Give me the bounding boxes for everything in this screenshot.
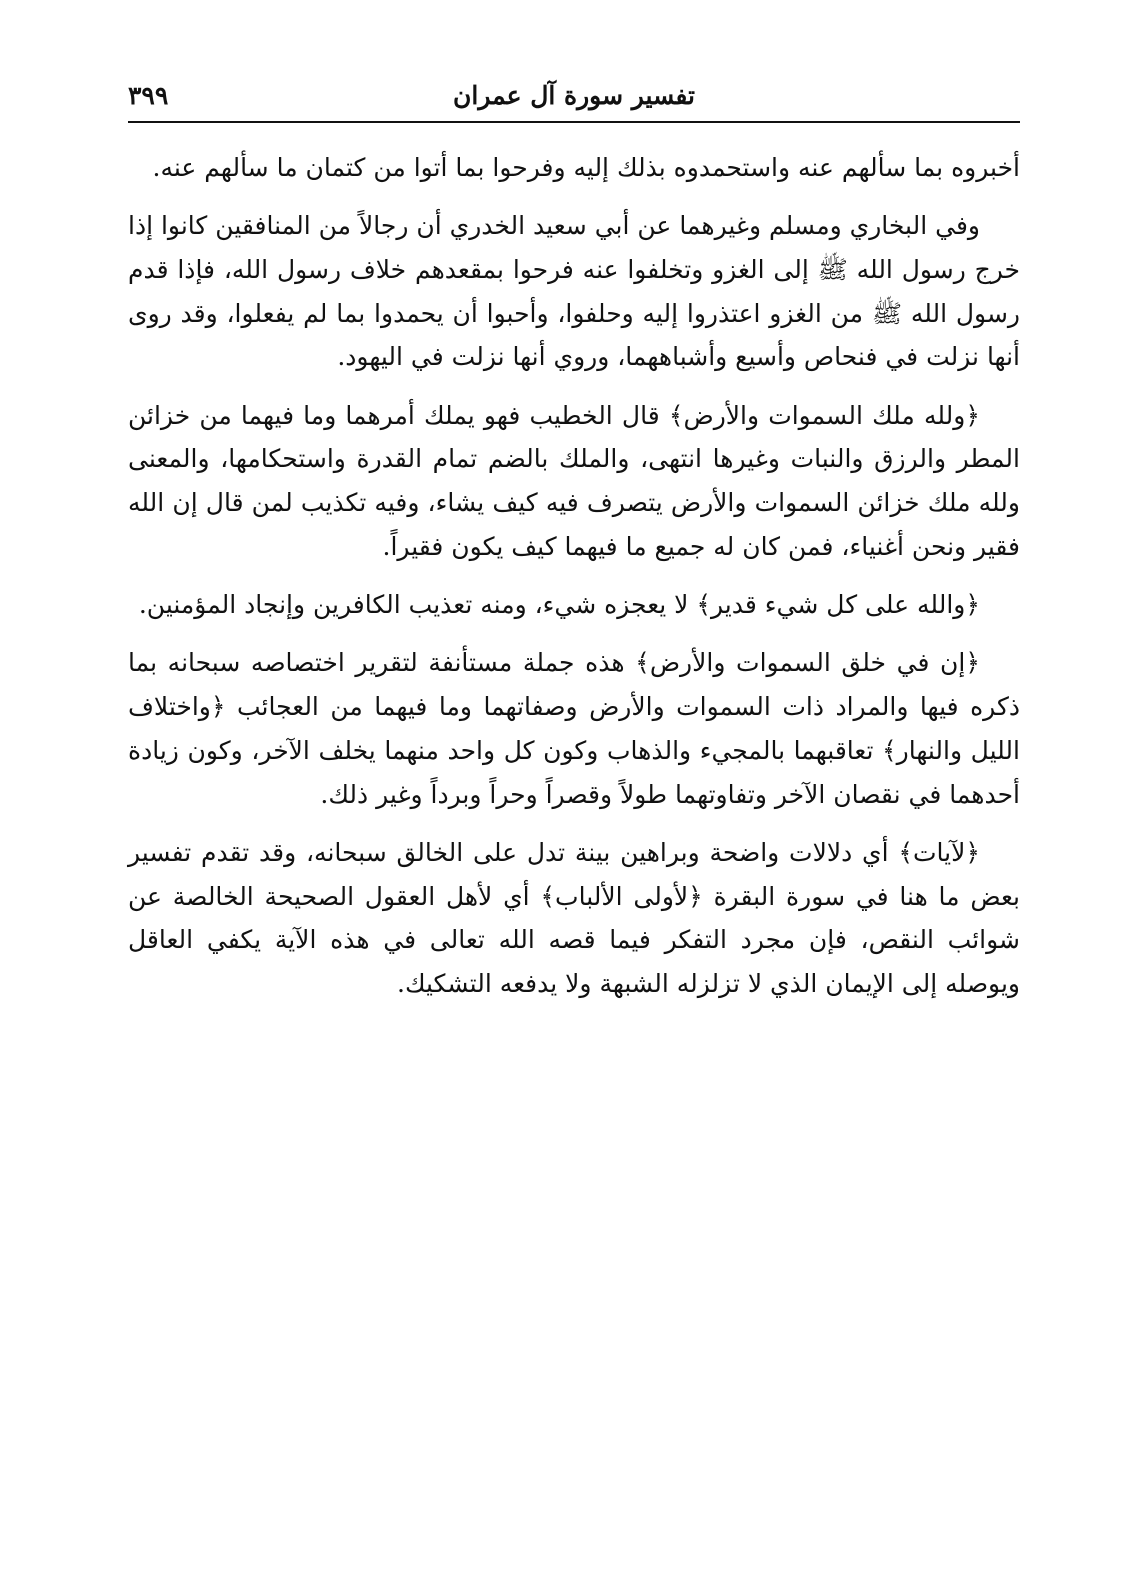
paragraph-5: ﴿إن في خلق السموات والأرض﴾ هذه جملة مستأنفة لتقرير اختصاصه سبحانه بما ذكره فيها والمراد ذات السموات والأرض وصفاتهما وما فيهما من العجائب ﴿واختلاف الليل والنهار﴾ تعاقبهما بالمجيء والذهاب وكون كل واحد منهما يخلف الآخر، وكون زيادة أحدهما في نقصان الآخر وتفاوتهما طولاً وقصراً وحراً وبرداً وغير ذلك. <box>128 648 1020 809</box>
page-number: ٣٩٩ <box>128 81 169 110</box>
book-page <box>128 0 1020 1579</box>
running-header <box>128 76 1020 116</box>
paragraph-3: ﴿ولله ملك السموات والأرض﴾ قال الخطيب فهو يملك أمرهما وما فيهما من خزائن المطر والرزق والنبات وغيرها انتهى، والملك بالضم تمام القدرة واستحكامها، والمعنى ولله ملك خزائن السموات والأرض يتصرف فيه كيف يشاء، وفيه تكذيب لمن قال إن الله فقير ونحن أغنياء، فمن كان له جميع ما فيهما كيف يكون فقيراً. <box>128 400 1020 561</box>
header-rule <box>128 121 1020 123</box>
body-text <box>128 146 1020 1020</box>
paragraph-1: أخبروه بما سألهم عنه واستحمدوه بذلك إليه وفرحوا بما أتوا من كتمان ما سألهم عنه. <box>152 153 1020 182</box>
paragraph-4: ﴿والله على كل شيء قدير﴾ لا يعجزه شيء، ومنه تعذيب الكافرين وإنجاد المؤمنين. <box>138 590 980 620</box>
paragraph-6: ﴿لآيات﴾ أي دلالات واضحة وبراهين بينة تدل على الخالق سبحانه، وقد تقدم تفسير بعض ما هنا في سورة البقرة ﴿لأولى الألباب﴾ أي لأهل العقول الصحيحة الخالصة عن شوائب النقص، فإن مجرد التفكر فيما قصه الله تعالى في هذه الآية يكفي العاقل ويوصله إلى الإيمان الذي لا تزلزله الشبهة ولا يدفعه التشكيك. <box>128 837 1020 998</box>
paragraph-2: وفي البخاري ومسلم وغيرهما عن أبي سعيد الخدري أن رجالاً من المنافقين كانوا إذا خرج رسول الله ﷺ إلى الغزو وتخلفوا عنه فرحوا بمقعدهم خلاف رسول الله، فإذا قدم رسول الله ﷺ من الغزو اعتذروا إليه وحلفوا، وأحبوا أن يحمدوا بما لم يفعلوا، وقد روى أنها نزلت في فنحاص وأسيع وأشباههما، وروي أنها نزلت في اليهود. <box>128 211 1020 372</box>
running-title: تفسير سورة آل عمران <box>453 81 695 110</box>
